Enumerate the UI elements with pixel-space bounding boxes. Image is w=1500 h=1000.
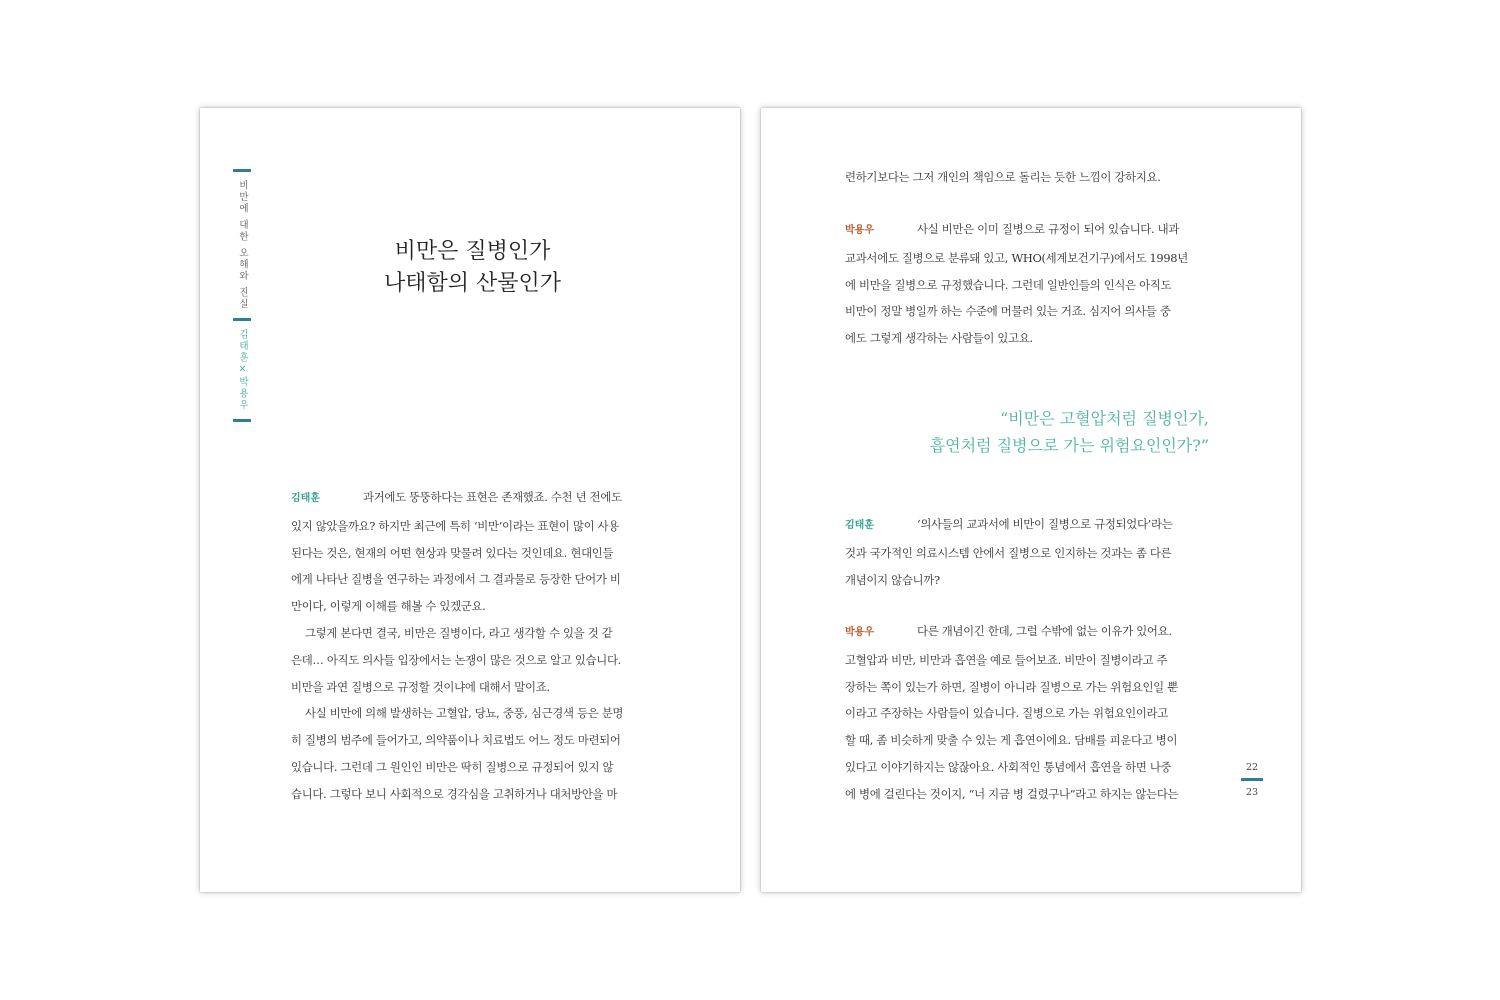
- text-line: 이라고 주장하는 사람들이 있습니다. 질병으로 가는 위험요인이라고: [845, 706, 1168, 721]
- text-line: 사실 비만은 이미 질병으로 규정이 되어 있습니다. 내과: [917, 222, 1180, 236]
- text-line: 된다는 것은, 현재의 어떤 현상과 맞물려 있다는 것인데요. 현대인들: [291, 545, 614, 560]
- speaker-label-kim: 김태훈: [845, 520, 874, 531]
- pull-quote: [930, 405, 1209, 459]
- text-line: 것과 국가적인 의료시스템 안에서 질병으로 인지하는 것과는 좀 다른: [845, 545, 1172, 560]
- paragraph-kim-3: [291, 700, 656, 807]
- text-line: 은데… 아직도 의사들 입장에서는 논쟁이 많은 것으로 알고 있습니다.: [291, 652, 621, 667]
- page-numbers: [1241, 760, 1263, 801]
- running-head-bottom-bar: [233, 419, 251, 422]
- right-top-text: [845, 164, 1211, 191]
- text-line: 과거에도 뚱뚱하다는 표현은 존재했죠. 수천 년 전에도: [363, 490, 622, 504]
- page-number-left: 22: [1245, 762, 1259, 773]
- continuation-line: 련하기보다는 그저 개인의 책임으로 돌리는 듯한 느낌이 강하지요.: [845, 170, 1161, 184]
- text-line: 에게 나타난 질병을 연구하는 과정에서 그 결과물로 등장한 단어가 비: [291, 572, 621, 587]
- page-number-divider: [1241, 778, 1263, 781]
- block-kim-2: [845, 511, 1211, 593]
- page-number-right: 23: [1245, 787, 1259, 798]
- speaker-label-kim: 김태훈: [291, 493, 320, 504]
- text-line: 에 비만을 질병으로 규정했습니다. 그런데 일반인들의 인식은 아직도: [845, 277, 1172, 292]
- text-line: 만이다, 이렇게 이해를 해볼 수 있겠군요.: [291, 599, 486, 614]
- speaker-label-park: 박용우: [845, 627, 874, 638]
- text-line: 있습니다. 그런데 그 원인인 비만은 딱히 질병으로 규정되어 있지 않: [291, 759, 614, 774]
- text-line: 비만을 과연 질병으로 규정할 것이냐에 대해서 말이죠.: [291, 679, 550, 694]
- text-line: 비만이 정말 병일까 하는 수준에 머물러 있는 거죠. 심지어 의사들 중: [845, 304, 1171, 319]
- running-head-middle-bar: [233, 318, 251, 321]
- text-line: 사실 비만에 의해 발생하는 고혈압, 당뇨, 중풍, 심근경색 등은 분명: [305, 706, 624, 721]
- left-body-text: [291, 484, 656, 808]
- text-line: 개념이지 않습니까?: [845, 572, 940, 587]
- chapter-title-line-1: 비만은 질병인가: [394, 239, 551, 264]
- left-page: [200, 108, 740, 892]
- text-line: 교과서에도 질병으로 분류돼 있고, WHO(세계보건기구)에서도 1998년: [845, 250, 1188, 265]
- text-line: 다른 개념이긴 한데, 그럴 수밖에 없는 이유가 있어요.: [917, 624, 1172, 638]
- right-page: [761, 108, 1301, 892]
- text-line: 에 병에 걸린다는 것이지, “너 지금 병 걸렸구나”라고 하지는 않는다는: [845, 786, 1179, 801]
- speaker-label-park: 박용우: [845, 225, 874, 236]
- running-head: [232, 169, 252, 422]
- text-line: 장하는 쪽이 있는가 하면, 질병이 아니라 질병으로 가는 위험요인일 뿐: [845, 679, 1178, 694]
- paragraph-kim-2: [291, 620, 656, 700]
- pull-quote-line-1: “비만은 고혈압처럼 질병인가,: [1000, 409, 1209, 428]
- text-line: 그렇게 본다면 결국, 비만은 질병이다, 라고 생각할 수 있을 것 같: [305, 625, 613, 640]
- chapter-title-line-2: 나태함의 산물인가: [383, 271, 561, 296]
- running-head-authors: 김태훈×박용우: [237, 329, 248, 412]
- text-line: ‘의사들의 교과서에 비만이 질병으로 규정되었다’라는: [917, 517, 1173, 531]
- text-line: 고혈압과 비만, 비만과 흡연을 예로 들어보죠. 비만이 질병이라고 주: [845, 652, 1168, 667]
- text-line: 할 때, 좀 비슷하게 맞출 수 있는 게 흡연이에요. 담배를 피운다고 병이: [845, 733, 1178, 748]
- text-line: 습니다. 그렇다 보니 사회적으로 경각심을 고취하거나 대처방안을 마: [291, 786, 618, 801]
- text-line: 히 질병의 범주에 들어가고, 의약품이나 치료법도 어느 정도 마련되어: [291, 733, 621, 748]
- paragraph-kim-4: [845, 511, 1211, 593]
- block-park-2: [845, 618, 1211, 808]
- running-head-title: 비만에 대한 오해와 진실: [237, 180, 248, 311]
- paragraph-park-2: [845, 618, 1211, 808]
- paragraph-kim-1: [291, 484, 656, 620]
- pull-quote-line-2: 흡연처럼 질병으로 가는 위험요인인가?”: [929, 436, 1209, 455]
- text-line: 있다고 이야기하지는 않잖아요. 사회적인 통념에서 흡연을 하면 나중: [845, 759, 1172, 774]
- text-line: 에도 그렇게 생각하는 사람들이 있고요.: [845, 331, 1033, 346]
- running-head-top-bar: [233, 169, 251, 172]
- chapter-title: [290, 236, 655, 300]
- block-park-1: [845, 216, 1211, 352]
- paragraph-park-1: [845, 216, 1211, 352]
- text-line: 있지 않았을까요? 하지만 최근에 특히 ‘비만’이라는 표현이 많이 사용: [291, 518, 620, 533]
